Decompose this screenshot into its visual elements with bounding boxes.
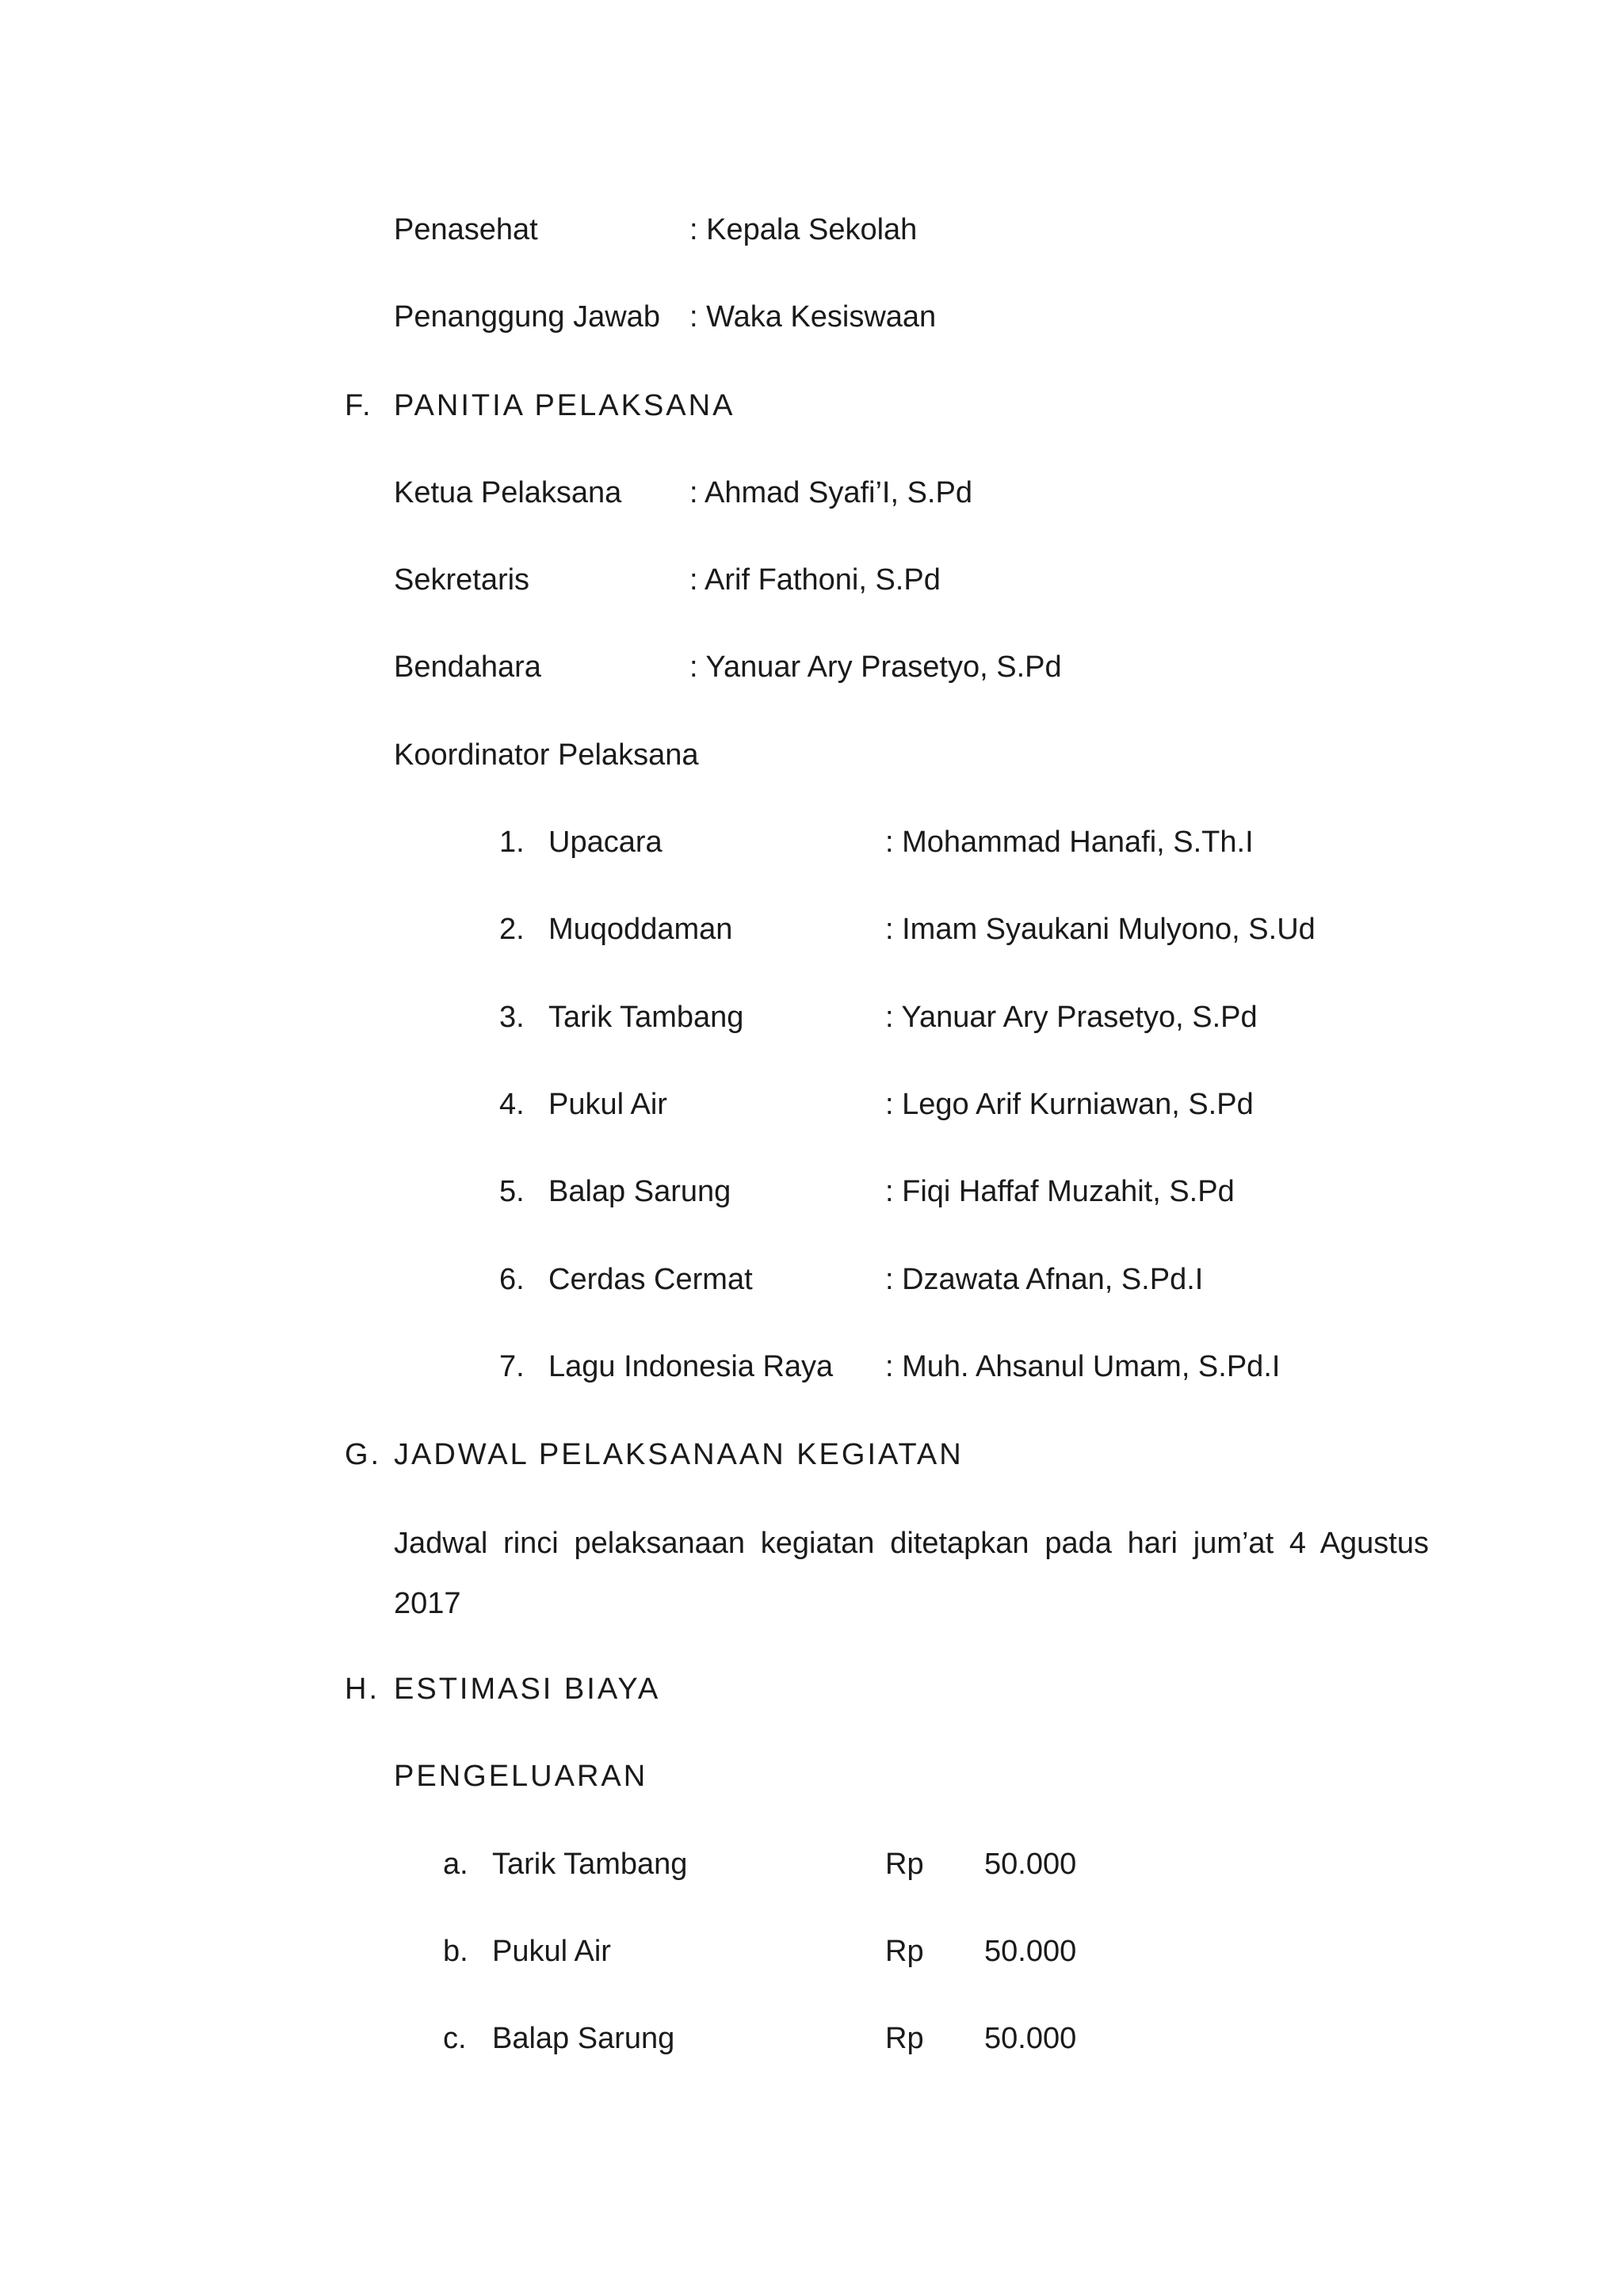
sekretaris-label: Sekretaris (394, 563, 530, 597)
koordinator-num: 3. (499, 1001, 525, 1034)
koordinator-person: : Imam Syaukani Mulyono, S.Ud (885, 913, 1316, 946)
section-h-title: ESTIMASI BIAYA (394, 1672, 661, 1706)
koordinator-event: Pukul Air (548, 1088, 667, 1121)
expense-amount: 50.000 (984, 1848, 1077, 1881)
koordinator-event: Tarik Tambang (548, 1001, 744, 1034)
expense-amount: 50.000 (984, 1935, 1077, 1968)
expense-item: Tarik Tambang (492, 1848, 688, 1881)
koordinator-num: 4. (499, 1088, 525, 1121)
section-f-title: PANITIA PELAKSANA (394, 389, 735, 422)
koordinator-num: 1. (499, 826, 525, 859)
pengeluaran-subtitle: PENGELUARAN (394, 1760, 648, 1793)
bendahara-label: Bendahara (394, 650, 541, 684)
expense-letter: b. (443, 1935, 468, 1968)
koordinator-event: Upacara (548, 826, 663, 859)
koordinator-num: 2. (499, 913, 525, 946)
koordinator-num: 5. (499, 1175, 525, 1208)
sekretaris-value: : Arif Fathoni, S.Pd (689, 563, 941, 597)
koordinator-person: : Fiqi Haffaf Muzahit, S.Pd (885, 1175, 1235, 1208)
koordinator-label: Koordinator Pelaksana (394, 738, 699, 772)
penanggung-jawab-value: : Waka Kesiswaan (689, 300, 937, 334)
expense-currency: Rp (885, 2022, 924, 2055)
ketua-pelaksana-label: Ketua Pelaksana (394, 476, 622, 509)
expense-amount: 50.000 (984, 2022, 1077, 2055)
koordinator-num: 7. (499, 1350, 525, 1383)
schedule-paragraph: Jadwal rinci pelaksanaan kegiatan ditetapkan pada hari jum’at 4 Agustus 2017 (394, 1527, 1429, 1620)
expense-item: Pukul Air (492, 1935, 611, 1968)
section-g-title: JADWAL PELAKSANAAN KEGIATAN (394, 1438, 964, 1471)
bendahara-value: : Yanuar Ary Prasetyo, S.Pd (689, 650, 1062, 684)
section-f-letter: F. (345, 389, 373, 422)
koordinator-person: : Lego Arif Kurniawan, S.Pd (885, 1088, 1254, 1121)
expense-currency: Rp (885, 1848, 924, 1881)
expense-item: Balap Sarung (492, 2022, 675, 2055)
koordinator-person: : Mohammad Hanafi, S.Th.I (885, 826, 1254, 859)
koordinator-event: Lagu Indonesia Raya (548, 1350, 834, 1383)
koordinator-event: Muqoddaman (548, 913, 733, 946)
expense-letter: a. (443, 1848, 468, 1881)
koordinator-person: : Muh. Ahsanul Umam, S.Pd.I (885, 1350, 1281, 1383)
section-g-letter: G. (345, 1438, 382, 1471)
koordinator-event: Cerdas Cermat (548, 1263, 753, 1296)
koordinator-person: : Dzawata Afnan, S.Pd.I (885, 1263, 1204, 1296)
expense-letter: c. (443, 2022, 467, 2055)
ketua-pelaksana-value: : Ahmad Syafi’I, S.Pd (689, 476, 972, 509)
koordinator-event: Balap Sarung (548, 1175, 731, 1208)
koordinator-num: 6. (499, 1263, 525, 1296)
expense-currency: Rp (885, 1935, 924, 1968)
penasehat-label: Penasehat (394, 213, 538, 246)
penasehat-value: : Kepala Sekolah (689, 213, 918, 246)
koordinator-person: : Yanuar Ary Prasetyo, S.Pd (885, 1001, 1258, 1034)
section-h-letter: H. (345, 1672, 380, 1706)
penanggung-jawab-label: Penanggung Jawab (394, 300, 660, 334)
